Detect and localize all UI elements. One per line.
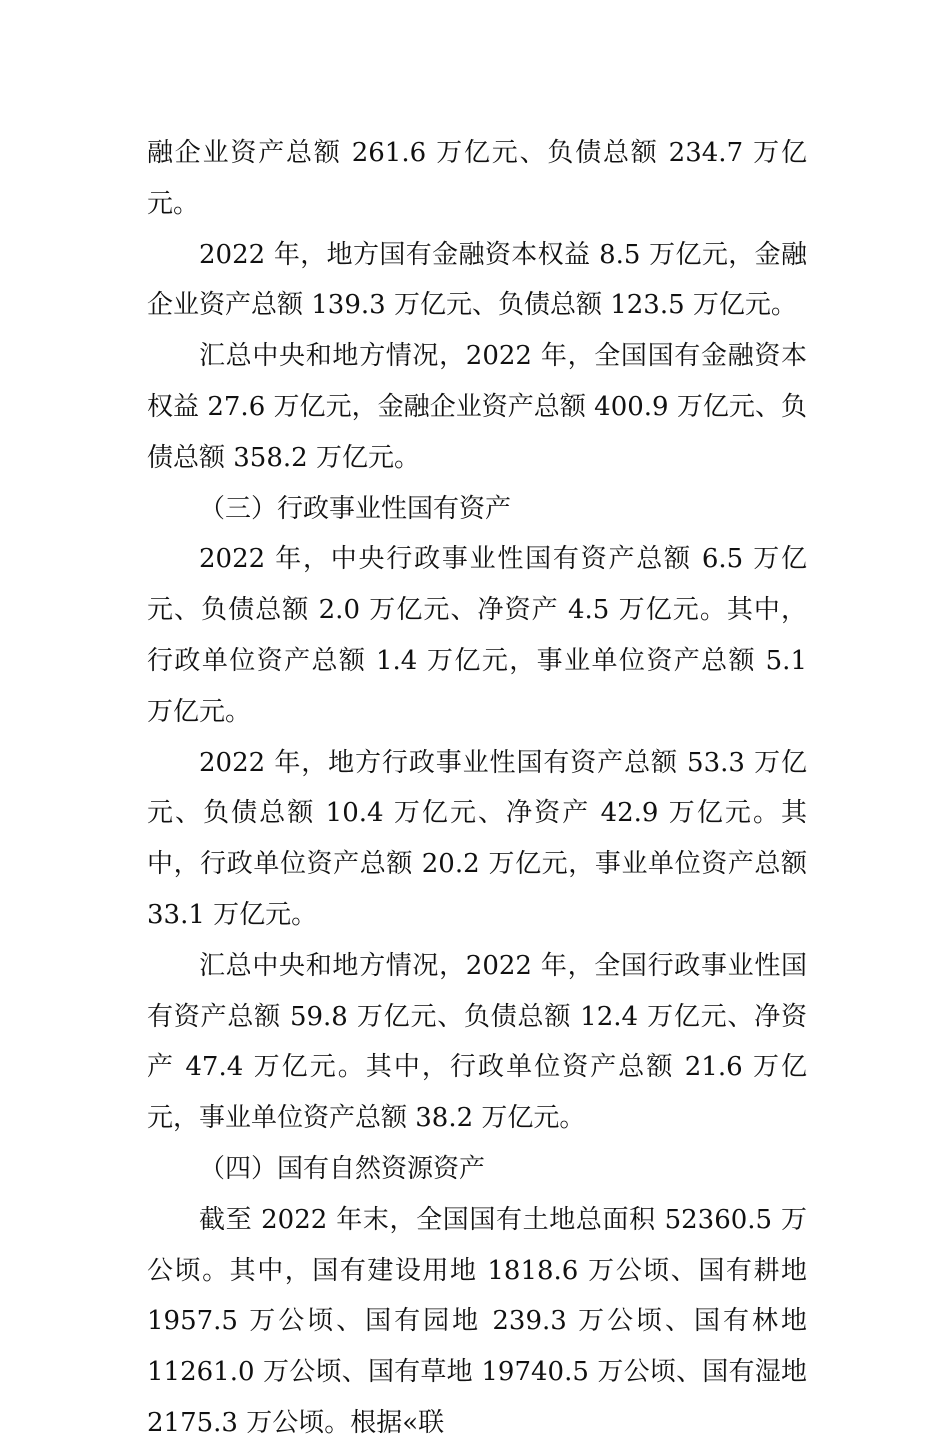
paragraph-continuation: 融企业资产总额 261.6 万亿元、负债总额 234.7 万亿元。 [147, 138, 807, 219]
section-heading-natural-resource-assets: （四）国有自然资源资产 [199, 1153, 486, 1184]
section-heading-administrative-assets: （三）行政事业性国有资产 [199, 493, 512, 524]
paragraph-central-administrative-assets: 2022 年，中央行政事业性国有资产总额 6.5 万亿元、负债总额 2.0 万亿元、净资产 4.5 万亿元。其中，行政单位资产总额 1.4 万亿元，事业单位资产总额 5.1 万亿元。 [147, 544, 807, 727]
document-body [147, 128, 807, 1449]
paragraph-national-financial-summary: 汇总中央和地方情况，2022 年，全国国有金融资本权益 27.6 万亿元，金融企业资产总额 400.9 万亿元、负债总额 358.2 万亿元。 [147, 341, 807, 473]
paragraph-national-administrative-summary: 汇总中央和地方情况，2022 年，全国行政事业性国有资产总额 59.8 万亿元、负债总额 12.4 万亿元、净资产 47.4 万亿元。其中，行政单位资产总额 21.6 万亿元，事业单位资产总额 38.2 万亿元。 [147, 950, 807, 1134]
paragraph-local-financial-capital: 2022 年，地方国有金融资本权益 8.5 万亿元，金融企业资产总额 139.3 万亿元、负债总额 123.5 万亿元。 [147, 239, 807, 321]
paragraph-state-land-area: 截至 2022 年末，全国国有土地总面积 52360.5 万公顷。其中，国有建设用地 1818.6 万公顷、国有耕地 1957.5 万公顷、国有园地 239.3 万公顷、国有林地 11261.0 万公顷、国有草地 19740.5 万公顷、国有湿地 2175.3 万公顷。根据«联 [147, 1204, 807, 1438]
paragraph-local-administrative-assets: 2022 年，地方行政事业性国有资产总额 53.3 万亿元、负债总额 10.4 万亿元、净资产 42.9 万亿元。其中，行政单位资产总额 20.2 万亿元，事业单位资产总额 33.1 万亿元。 [147, 747, 807, 930]
